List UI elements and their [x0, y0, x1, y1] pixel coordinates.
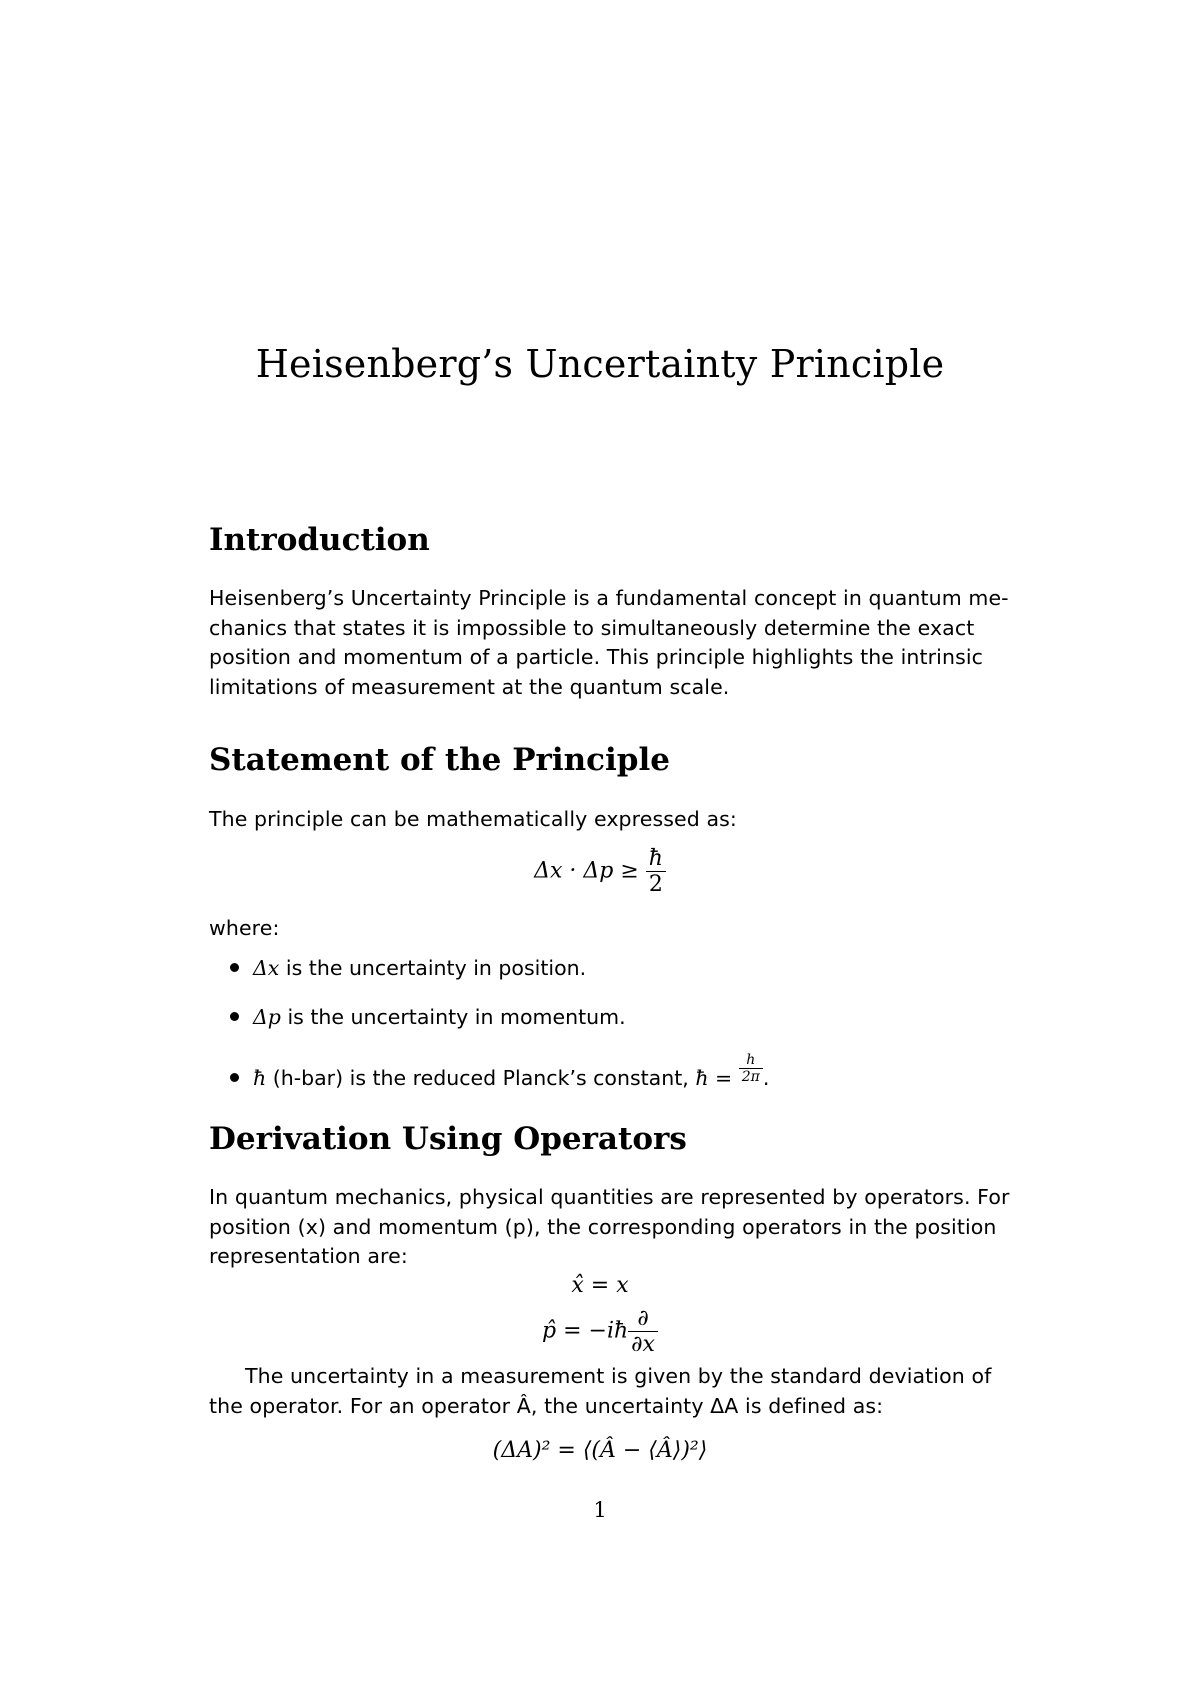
fraction-numerator: ∂ [637, 1306, 649, 1331]
bullet-icon [230, 963, 239, 972]
list-item [230, 956, 586, 980]
where-label: where: [209, 916, 280, 940]
paragraph-line: The uncertainty in a measurement is given by the standard deviation of [245, 1364, 992, 1388]
equation-lhs: Δx · Δp ≥ [534, 858, 639, 884]
list-item [230, 1005, 626, 1029]
equation-fraction [646, 846, 666, 897]
intro-line: limitations of measurement at the quantum scale. [209, 675, 730, 700]
momentum-operator-equation [0, 1306, 1200, 1357]
bullet-icon [230, 1012, 239, 1021]
derivation-line: position (x) and momentum (p), the corresponding operators in the position [209, 1214, 997, 1239]
derivation-line: representation are: [209, 1244, 408, 1269]
paragraph-line: the operator. For an operator Â, the uncertainty ΔA is defined as: [209, 1393, 884, 1418]
bullet-end: . [762, 1066, 770, 1090]
fraction-numerator: h [746, 1052, 756, 1068]
equation-lhs: p̂ = −iħ [542, 1318, 629, 1344]
bullet-text: is the uncertainty in momentum. [280, 1005, 626, 1029]
bullet-symbol: ħ [253, 1066, 267, 1090]
hbar-fraction [739, 1052, 763, 1085]
bullet-text: (h-bar) is the reduced Planck’s constant, [266, 1066, 696, 1090]
statement-lead: The principle can be mathematically expressed as: [209, 807, 737, 831]
heading-statement: Statement of the Principle [209, 742, 670, 778]
variance-equation: (ΔA)² = ⟨(Â − ⟨Â⟩)²⟩ [492, 1438, 708, 1463]
bullet-symbol: Δx [253, 956, 280, 980]
heading-introduction: Introduction [209, 522, 430, 558]
document-title: Heisenberg’s Uncertainty Principle [255, 342, 945, 386]
fraction-denominator: ∂x [628, 1331, 658, 1357]
derivation-line: In quantum mechanics, physical quantities are represented by operators. For [209, 1185, 1010, 1209]
equation-fraction [628, 1306, 658, 1357]
intro-line: position and momentum of a particle. This principle highlights the intrinsic [209, 645, 984, 670]
uncertainty-equation [0, 846, 1200, 897]
derivation-paragraph [209, 1183, 1010, 1272]
position-operator-equation: x̂ = x [571, 1273, 629, 1298]
heading-derivation: Derivation Using Operators [209, 1121, 687, 1157]
bullet-icon [230, 1073, 239, 1082]
bullet-symbol: Δp [253, 1005, 281, 1029]
intro-line: chanics that states it is impossible to simultaneously determine the exact [209, 615, 975, 640]
page-number: 1 [593, 1498, 607, 1522]
list-item [230, 1052, 769, 1090]
fraction-denominator: 2 [646, 871, 666, 897]
uncertainty-paragraph [209, 1362, 999, 1421]
intro-paragraph [209, 584, 1009, 703]
hbar-definition-lhs: ħ = [695, 1066, 733, 1090]
fraction-numerator: ħ [648, 846, 663, 871]
bullet-text: is the uncertainty in position. [279, 956, 587, 980]
intro-line: Heisenberg’s Uncertainty Principle is a fundamental concept in quantum me- [209, 586, 1009, 610]
fraction-denominator: 2π [739, 1068, 763, 1085]
